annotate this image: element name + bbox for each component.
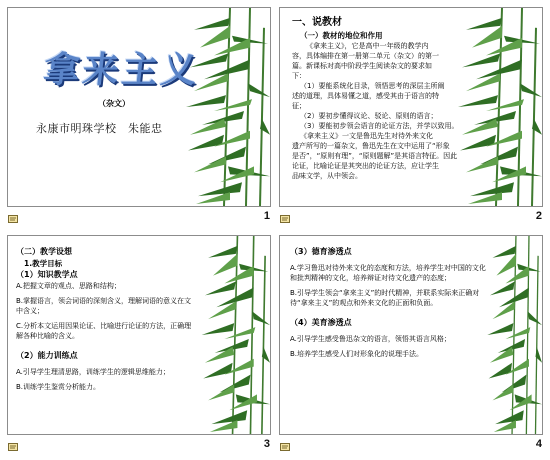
slide-3 <box>7 235 271 435</box>
slide-thumbnail-2[interactable] <box>276 4 546 230</box>
page-number: 4 <box>535 438 542 450</box>
text-line: 下： <box>292 72 306 80</box>
slide-thumbnail-3[interactable] <box>4 232 274 458</box>
list-item: B.掌握语言，领会词语的深刻含义，理解词语的意义在文中含义； <box>16 297 192 315</box>
section-title: （一）教材的地位和作用 <box>300 31 383 40</box>
text-line: 论证，比喻论证是其突出的论证方法，应让学生 <box>292 162 439 170</box>
text-line: 容，具体编排在第一册第二单元（杂文）的第一 <box>292 52 439 60</box>
bamboo-decoration <box>486 236 542 434</box>
text-line: 是否”，“原则有理”，“原则题解”是其语言特征。因此 <box>292 152 458 160</box>
text-line: （1）要能系统化目录，领悟思考的深层主所阐 <box>300 82 445 90</box>
page-number: 1 <box>263 210 270 222</box>
bamboo-icon <box>486 236 542 434</box>
text-line: 《拿来主义》一文是鲁迅先生对待外来文化 <box>300 132 433 140</box>
text-line: 遗产所写的一篇杂文，鲁迅先生在文中运用了“形象 <box>292 142 450 150</box>
text-line: 征； <box>292 102 306 110</box>
slide-thumbnail-1[interactable] <box>4 4 274 230</box>
title-wordart: 拿来主义 <box>41 49 202 91</box>
slide-thumbnail-4[interactable] <box>276 232 546 458</box>
bamboo-decoration <box>184 8 270 206</box>
subsection-title: 1.教学目标 <box>24 259 63 268</box>
bamboo-icon <box>184 8 270 206</box>
slide-2-content <box>292 16 468 181</box>
section-title: （二）教学设想 <box>16 247 72 256</box>
list-item: A.把握文章的观点、思路和结构； <box>16 282 121 290</box>
bamboo-decoration <box>456 8 542 206</box>
text-line: 篇。新课标对高中阶段学生阅读杂文的要求如 <box>292 62 432 70</box>
slide-1 <box>7 7 271 207</box>
page-number: 2 <box>535 210 542 222</box>
slide-4 <box>279 235 543 435</box>
group-title: （2）能力训练点 <box>16 351 78 360</box>
list-item: A.学习鲁迅对待外来文化的态度和方法，培养学生对中国的文化和批判精神的文化，培养辩证对待文化遗产的态度； <box>290 264 486 282</box>
list-item: C.分析本文运用因果论证、比喻进行论证的方法，正确理解各种比喻的含义。 <box>16 322 192 340</box>
bamboo-icon <box>200 236 270 434</box>
author-line: 永康市明珠学校 朱能忠 <box>36 122 163 135</box>
text-line: （2）要初步懂得议论、驳论、原则的语言； <box>300 112 438 120</box>
text-line: （3）要能初步领会语言的论证方法，并学以致用。 <box>300 122 459 130</box>
text-line: 《拿来主义》，它是高中一年级的教学内 <box>306 42 429 50</box>
group-title: （1）知识教学点 <box>16 270 78 279</box>
slide-4-content <box>290 246 486 359</box>
notes-icon[interactable] <box>280 442 290 452</box>
group-title: （3）德育渗透点 <box>290 247 352 256</box>
genre-tag: （杂文） <box>98 99 130 108</box>
notes-icon[interactable] <box>8 214 18 224</box>
page-number: 3 <box>263 438 270 450</box>
notes-icon[interactable] <box>8 442 18 452</box>
list-item: B.训练学生鉴赏分析能力。 <box>16 383 101 391</box>
slide-3-content <box>16 246 192 392</box>
list-item: A.引导学生感受鲁迅杂文的语言，领悟其语言风格； <box>290 335 451 343</box>
list-item: B.培养学生感受人们对形象化的说理手法。 <box>290 350 424 358</box>
slide-2 <box>279 7 543 207</box>
bamboo-icon <box>456 8 542 206</box>
notes-icon[interactable] <box>280 214 290 224</box>
list-item: B.引导学生领会“拿来主义”的时代精神，并联系实际来正确对待“拿来主义”的观点和外来文化的正面和负面。 <box>290 289 480 307</box>
group-title: （4）美育渗透点 <box>290 318 352 327</box>
list-item: A.引导学生理清思路，训练学生的逻辑思维能力； <box>16 368 170 376</box>
heading: 一、说教材 <box>292 17 342 28</box>
bamboo-decoration <box>200 236 270 434</box>
text-line: 品味文学，从中领会。 <box>292 172 362 180</box>
text-line: 述的道理，具体易懂之道，感受其由于语言的特 <box>292 92 439 100</box>
